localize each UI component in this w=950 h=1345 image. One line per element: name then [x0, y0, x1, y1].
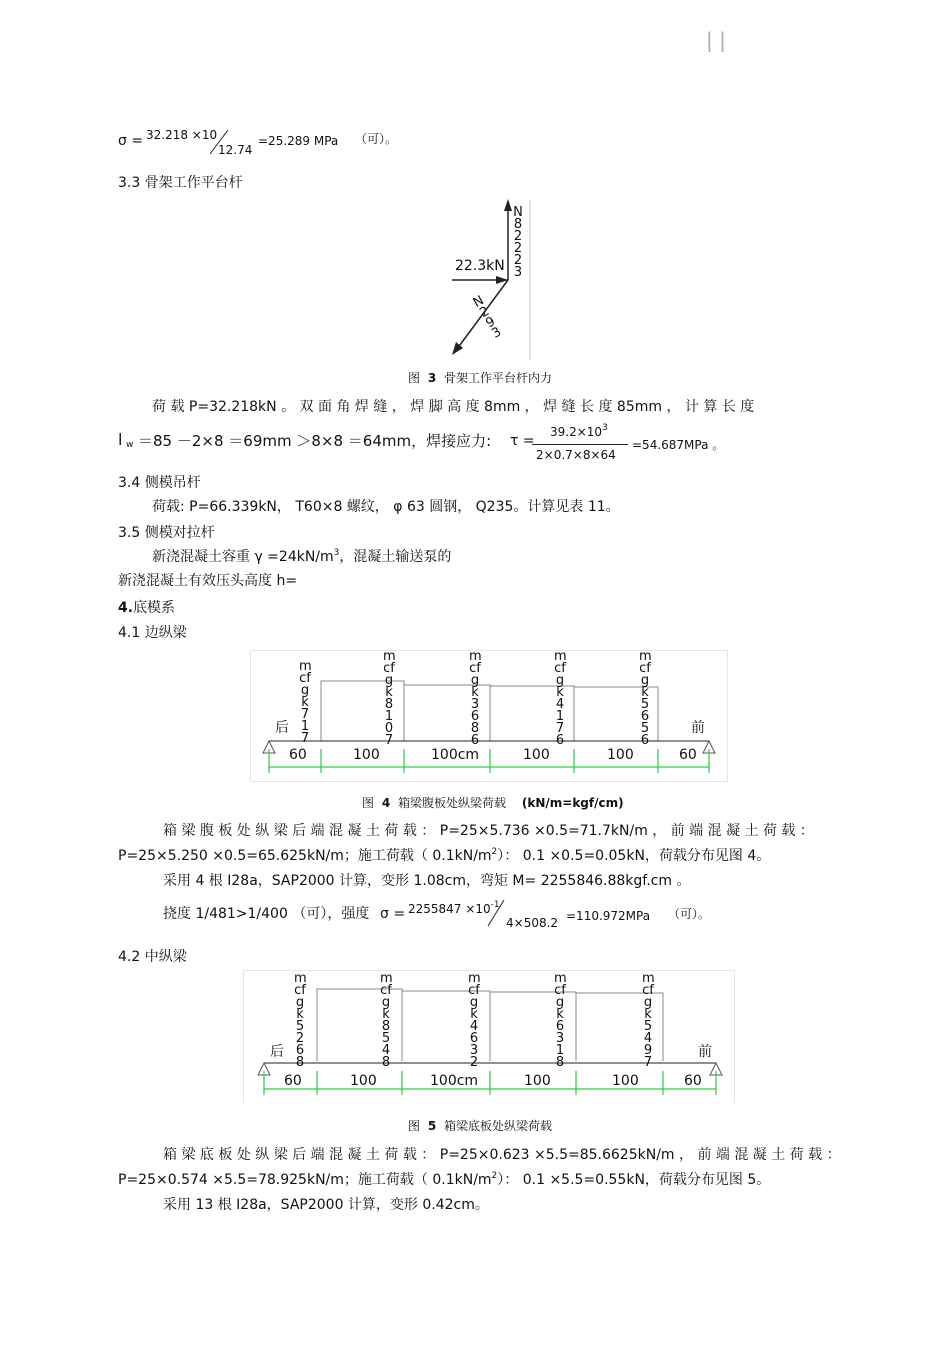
fig4-label-1: mcfgk717 — [299, 659, 312, 746]
section-4-2-heading: 4.2 中纵梁 — [118, 949, 187, 965]
caption-prefix: 图 — [408, 1119, 421, 1133]
formula-note: （可）。 — [355, 132, 398, 146]
tau-symbol: τ = — [510, 433, 535, 449]
fig5-left-end: 后 — [270, 1044, 284, 1060]
caption-text: 箱梁底板处纵梁荷载 — [444, 1119, 553, 1133]
figure-4-lines — [251, 651, 727, 781]
section-3-5-heading: 3.5 侧模对拉杆 — [118, 525, 215, 541]
para-3-5-exp: 3 — [333, 548, 340, 558]
fig5-right-end: 前 — [698, 1044, 712, 1060]
para-3-5-b: ，混凝土输送泵的 — [339, 549, 452, 565]
fig4-label-5: mcfgk5656 — [639, 649, 652, 748]
formula-numerator: 32.218 ×10 — [146, 128, 218, 142]
fig5-label-5: mcfgk5497 — [642, 971, 655, 1070]
fig4-dim-6: 60 — [679, 747, 697, 763]
fig4-dim-1: 60 — [289, 747, 307, 763]
fig5-label-4: mcfgk6318 — [554, 971, 567, 1070]
figure-4 — [250, 650, 728, 782]
p41-l2a: P=25×5.250 ×0.5=65.625kN/m；施工荷载（ 0.1kN/m — [118, 848, 492, 864]
fig4-label-4: mcfgk4176 — [554, 649, 567, 748]
p41-l4a: 挠度 1/481>1/400 （可），强度 — [163, 906, 370, 922]
fig4-label-2: mcfgk8107 — [383, 649, 396, 748]
formula-result: =25.289 MPa — [258, 134, 339, 148]
fig4-left-end: 后 — [275, 720, 289, 736]
para-3-5-line1 — [152, 546, 451, 566]
tau-numerator — [550, 425, 608, 439]
para-4-1-line1: 箱 梁 腹 板 处 纵 梁 后 端 混 凝 土 荷 载 ： P=25×5.736 ×0.5=71.7kN/m ， 前 端 混 凝 土 荷 载 ： — [163, 823, 814, 839]
figure-5-caption — [408, 1117, 552, 1134]
fig5-dim-5: 100 — [612, 1073, 639, 1089]
para-3-5-a: 新浇混凝土容重 γ =24kN/m — [152, 549, 334, 565]
section-4-heading — [118, 597, 175, 617]
fig4-right-end: 前 — [691, 720, 705, 736]
fig4-label-3: mcfgk3686 — [469, 649, 482, 748]
para-4-1-line3: 采用 4 根 I28a，SAP2000 计算，变形 1.08cm，弯矩 M= 2255846.88kgf.cm 。 — [163, 873, 691, 889]
tau-num-text: 39.2×10 — [550, 425, 603, 439]
tau-exp: 3 — [602, 423, 608, 433]
figure-3-caption — [408, 369, 552, 386]
p42-l2exp: 2 — [491, 1171, 498, 1181]
caption-unit: (kN/m=kgf/cm) — [521, 796, 624, 810]
section-4-num: 4. — [118, 600, 134, 616]
p41-sigma: σ = — [380, 906, 406, 922]
p41-num-text: 2255847 ×10 — [408, 902, 491, 916]
para-3-3-load: 荷 载 P=32.218kN 。 双 面 角 焊 缝 ， 焊 脚 高 度 8mm ， 焊 缝 长 度 85mm ， 计 算 长 度 — [152, 399, 755, 415]
para-4-2-line1: 箱 梁 底 板 处 纵 梁 后 端 混 凝 土 荷 载 ： P=25×0.623 ×5.5=85.6625kN/m ， 前 端 混 凝 土 荷 载 ： — [163, 1147, 841, 1163]
figure-5 — [243, 970, 735, 1103]
fig4-dim-5: 100 — [607, 747, 634, 763]
para-4-2-line2 — [118, 1169, 770, 1189]
fig5-label-3: mcfgk4632 — [468, 971, 481, 1070]
p41-slash — [486, 898, 506, 928]
caption-number: 3 — [427, 371, 437, 385]
p41-exp: -1 — [490, 900, 500, 910]
figure-4-caption — [362, 794, 624, 811]
header-marks: | | — [706, 28, 726, 52]
section-4-text: 底模系 — [133, 600, 176, 616]
fig5-dim-2: 100 — [350, 1073, 377, 1089]
fig5-dim-1: 60 — [284, 1073, 302, 1089]
fig5-dim-6: 60 — [684, 1073, 702, 1089]
sigma-symbol: σ = — [118, 133, 144, 149]
section-3-4-heading: 3.4 侧模吊杆 — [118, 475, 201, 491]
p41-l2exp: 2 — [491, 847, 498, 857]
fig4-dim-4: 100 — [523, 747, 550, 763]
caption-text: 箱梁腹板处纵梁荷载 — [398, 796, 507, 810]
caption-text: 骨架工作平台杆内力 — [444, 371, 553, 385]
section-4-1-heading: 4.1 边纵梁 — [118, 625, 187, 641]
lw-sub: w — [126, 440, 134, 450]
p41-note: （可）。 — [668, 907, 711, 921]
p42-l2b: ）： 0.1 ×5.5=0.55kN，荷载分布见图 5。 — [497, 1172, 771, 1188]
fig3-top-label: N82223 — [513, 205, 523, 280]
caption-prefix: 图 — [362, 796, 375, 810]
p41-result: =110.972MPa — [566, 909, 651, 923]
p41-den: 4×508.2 — [506, 916, 559, 930]
fig4-dim-3: 100cm — [431, 747, 480, 763]
caption-number: 4 — [381, 796, 391, 810]
lw-expression: ＝85 －2×8 ＝69mm ＞8×8 ＝64mm，焊接应力: — [138, 432, 492, 450]
caption-number: 5 — [427, 1119, 437, 1133]
fig3-left-label: 22.3kN — [455, 258, 505, 274]
fig5-dim-3: 100cm — [430, 1073, 479, 1089]
fig3-diag-label: N293 — [470, 293, 505, 342]
fig5-label-1: mcfgk5268 — [294, 971, 307, 1070]
fig5-label-2: mcfgk8548 — [380, 971, 393, 1070]
para-4-2-line3: 采用 13 根 I28a，SAP2000 计算，变形 0.42cm。 — [163, 1197, 489, 1213]
p41-l2b: ）： 0.1 ×0.5=0.05kN，荷载分布见图 4。 — [497, 848, 771, 864]
para-4-1-line2 — [118, 845, 770, 865]
fig4-dim-2: 100 — [353, 747, 380, 763]
section-3-3-heading: 3.3 骨架工作平台杆 — [118, 175, 243, 191]
para-3-4: 荷载: P=66.339kN， T60×8 螺纹， φ 63 圆钢， Q235。计算见表 11。 — [152, 499, 620, 515]
caption-prefix: 图 — [408, 371, 421, 385]
fig5-dim-4: 100 — [524, 1073, 551, 1089]
tau-result: =54.687MPa 。 — [632, 438, 725, 452]
figure-5-lines — [244, 971, 734, 1103]
tau-denominator: 2×0.7×8×64 — [536, 448, 616, 462]
p42-l2a: P=25×0.574 ×5.5=78.925kN/m；施工荷载（ 0.1kN/m — [118, 1172, 492, 1188]
formula-denominator: 12.74 — [218, 143, 253, 157]
para-3-5-line2: 新浇混凝土有效压头高度 h= — [118, 573, 298, 589]
tau-fraction-bar — [532, 444, 628, 445]
lw-l: l — [118, 430, 123, 449]
